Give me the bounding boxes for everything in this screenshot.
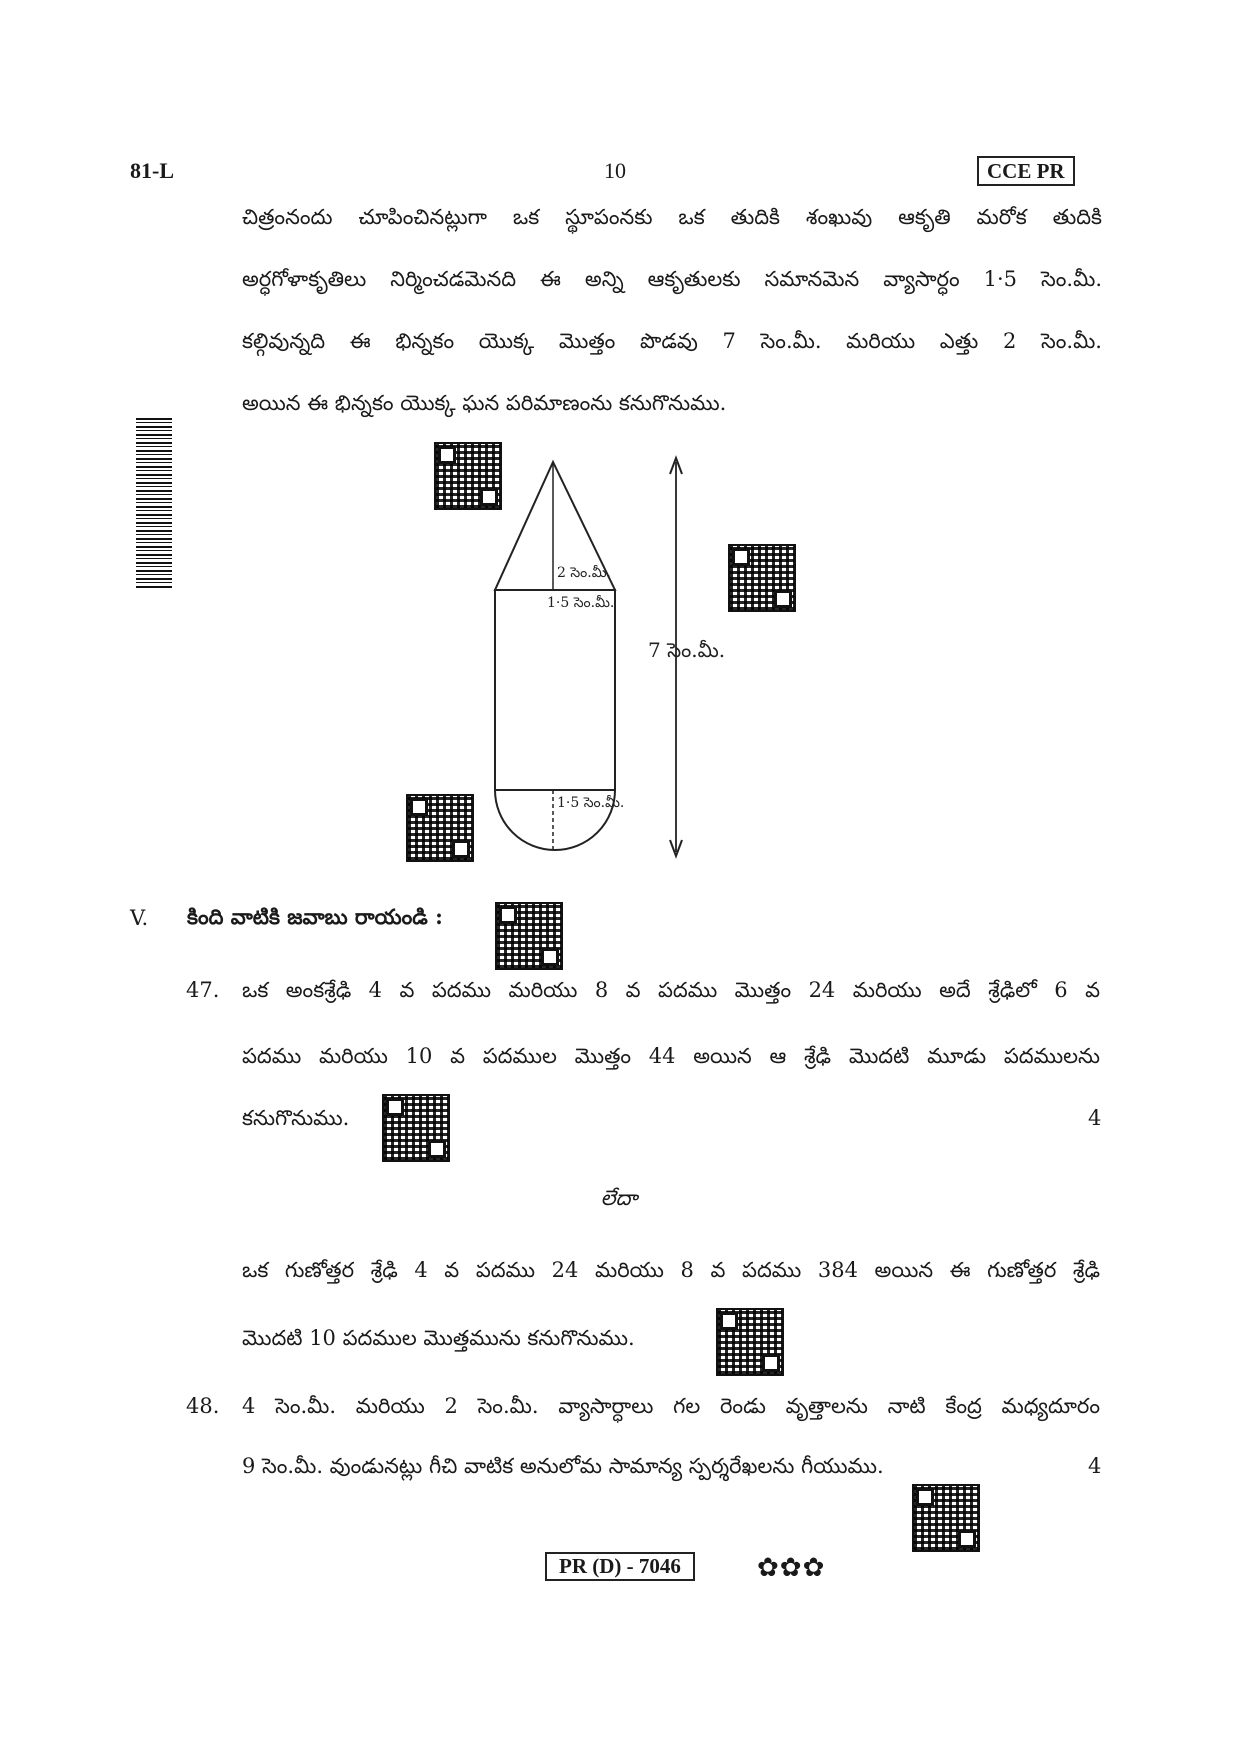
question-48-number: 48. <box>186 1394 220 1418</box>
exam-tag: CCE PR <box>977 156 1075 186</box>
barcode-strip <box>136 418 172 590</box>
footer-code: PR (D) - 7046 <box>545 1552 695 1581</box>
question-47-text <box>242 978 1100 1168</box>
cone-height-label: 2 సెం.మీ. <box>557 565 611 581</box>
q46-line-4: అయిన ఈ భిన్నకం యొక్క ఘన పరిమాణంను కనుగొనుము. <box>242 391 727 415</box>
q47-line-2: పదము మరియు 10 వ పదముల మొత్తం 44 అయిన ఆ శ్రేఢి మొదటి మూడు పదములను <box>242 1044 1100 1068</box>
qr-code-icon <box>408 796 472 860</box>
q48-line-1: 4 సెం.మీ. మరియు 2 సెం.మీ. వ్యాసార్ధాలు గల రెండు వృత్తాలను నాటి కేంద్ర మధ్యదూరం <box>242 1394 1100 1418</box>
q46-line-1: చిత్రంనందు చూపించినట్లుగా ఒక స్థూపంనకు ఒక తుదికి శంఖువు ఆకృతి మరోక తుదికి <box>242 205 1102 229</box>
q46-line-2: అర్ధగోళాకృతిలు నిర్మించడమెనది ఈ అన్ని ఆకృతులకు సమానమెన వ్యాసార్ధం 1·5 సెం.మీ. <box>242 267 1102 291</box>
solid-figure <box>480 450 780 870</box>
section-roman: V. <box>130 906 149 930</box>
question-47-alternate-text <box>242 1258 1100 1388</box>
question-48-text <box>242 1394 1100 1516</box>
q48-line-2: 9 సెం.మీ. వుండునట్లు గీచి వాటిక అనులోమ సామాన్య స్పర్శరేఖలను గీయుము. <box>242 1454 884 1478</box>
page-number: 10 <box>604 158 626 183</box>
q47-line-1: ఒక అంకశ్రేఢి 4 వ పదము మరియు 8 వ పదము మొత్తం 24 మరియు అదే శ్రేఢిలో 6 వ <box>242 978 1100 1002</box>
q46-line-3: కల్గివున్నది ఈ భిన్నకం యొక్క మొత్తం పొడవు 7 సెం.మీ. మరియు ఎత్తు 2 సెం.మీ. <box>242 329 1102 353</box>
q47-alt-line-1: ఒక గుణోత్తర శ్రేఢి 4 వ పదము 24 మరియు 8 వ పదము 384 అయిన ఈ గుణోత్తర శ్రేఢి <box>242 1258 1100 1282</box>
or-label: లేదా <box>600 1186 638 1210</box>
bottom-radius-label: 1·5 సెం.మీ. <box>557 795 625 811</box>
question-47-number: 47. <box>186 978 220 1002</box>
paper-code: 81-L <box>130 158 174 183</box>
flower-ornament-icon: ✿✿✿ <box>757 1553 826 1583</box>
section-title: కింది వాటికి జవాబు రాయండి : <box>187 904 443 929</box>
question-46-text <box>242 186 1102 434</box>
q47-marks: 4 <box>1088 1106 1102 1130</box>
total-length-label: 7 సెం.మీ. <box>648 638 726 662</box>
q47-line-3: కనుగొనుము. <box>242 1106 350 1130</box>
qr-code-icon <box>497 904 561 968</box>
q48-marks: 4 <box>1088 1454 1102 1478</box>
top-radius-label: 1·5 సెం.మీ. <box>547 595 615 611</box>
q47-alt-line-2: మొదటి 10 పదముల మొత్తమును కనుగొనుము. <box>242 1326 635 1350</box>
cylinder-outline <box>495 590 615 790</box>
